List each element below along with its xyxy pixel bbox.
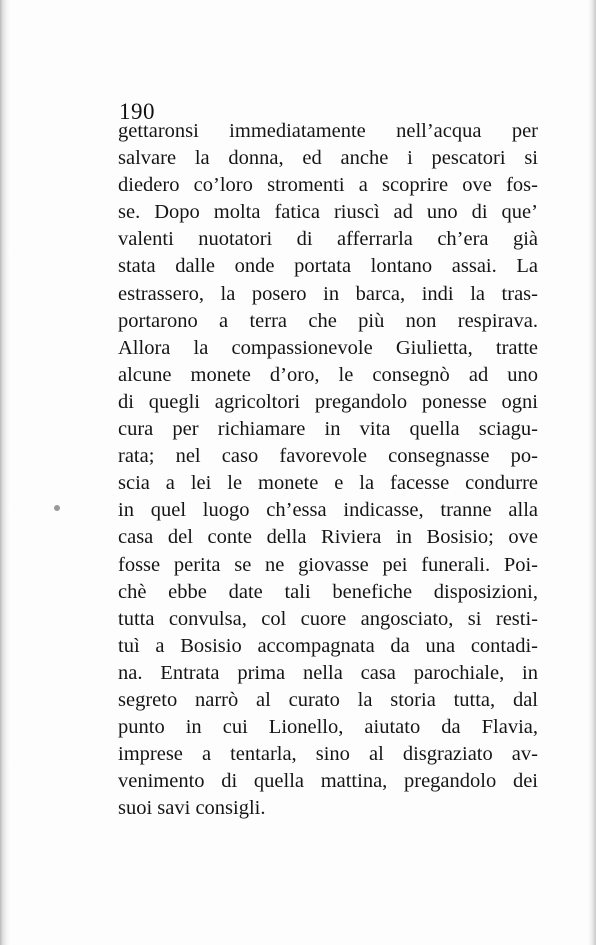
text-line: stata dalle onde portata lontano assai. La xyxy=(118,255,538,278)
text-line: in quel luogo ch’essa indicasse, tranne alla xyxy=(118,499,538,522)
text-line: suoi savi consigli. xyxy=(118,797,266,820)
text-line: tuì a Bosisio accompagnata da una contadi- xyxy=(118,634,538,657)
text-line: punto in cui Lionello, aiutato da Flavia, xyxy=(118,716,538,739)
page-gutter-shadow xyxy=(0,0,10,945)
text-line: gettaronsi immediatamente nell’acqua per xyxy=(118,120,538,142)
text-line: fosse perita se ne giovasse pei funerali. Poi- xyxy=(118,553,538,576)
text-line: chè ebbe date tali benefiche disposizioni, xyxy=(118,580,538,603)
text-line: cura per richiamare in vita quella sciagu- xyxy=(118,418,538,441)
text-line: alcune monete d’oro, le consegnò ad uno xyxy=(118,363,538,386)
text-line: di quegli agricoltori pregandolo ponesse ogni xyxy=(118,390,538,413)
text-line: scia a lei le monete e la facesse condurre xyxy=(118,472,538,495)
text-line: Allora la compassionevole Giulietta, tratte xyxy=(118,336,538,359)
text-line: casa del conte della Riviera in Bosisio; ove xyxy=(118,526,538,549)
page-number: 190 xyxy=(119,99,155,124)
text-line: se. Dopo molta fatica riuscì ad uno di que’ xyxy=(118,201,538,224)
text-line: estrassero, la posero in barca, indi la tras- xyxy=(118,282,538,305)
text-line: salvare la donna, ed anche i pescatori si xyxy=(118,147,538,170)
paper-speck xyxy=(54,505,60,511)
text-line: na. Entrata prima nella casa parochiale, in xyxy=(118,661,538,684)
page-edge-shadow xyxy=(588,0,596,945)
text-line: imprese a tentarla, sino al disgraziato av- xyxy=(118,743,538,766)
text-line: tutta convulsa, col cuore angosciato, si resti- xyxy=(118,607,538,630)
text-line: segreto narrò al curato la storia tutta, dal xyxy=(118,688,538,711)
text-line: rata; nel caso favorevole consegnasse po- xyxy=(118,445,538,468)
text-line: venimento di quella mattina, pregandolo dei xyxy=(118,770,538,793)
body-text xyxy=(118,118,538,822)
text-line: diedero co’loro stromenti a scoprire ove fos- xyxy=(118,174,538,197)
text-line: valenti nuotatori di afferrarla ch’era già xyxy=(118,228,538,251)
text-line: portarono a terra che più non respirava. xyxy=(118,309,538,332)
